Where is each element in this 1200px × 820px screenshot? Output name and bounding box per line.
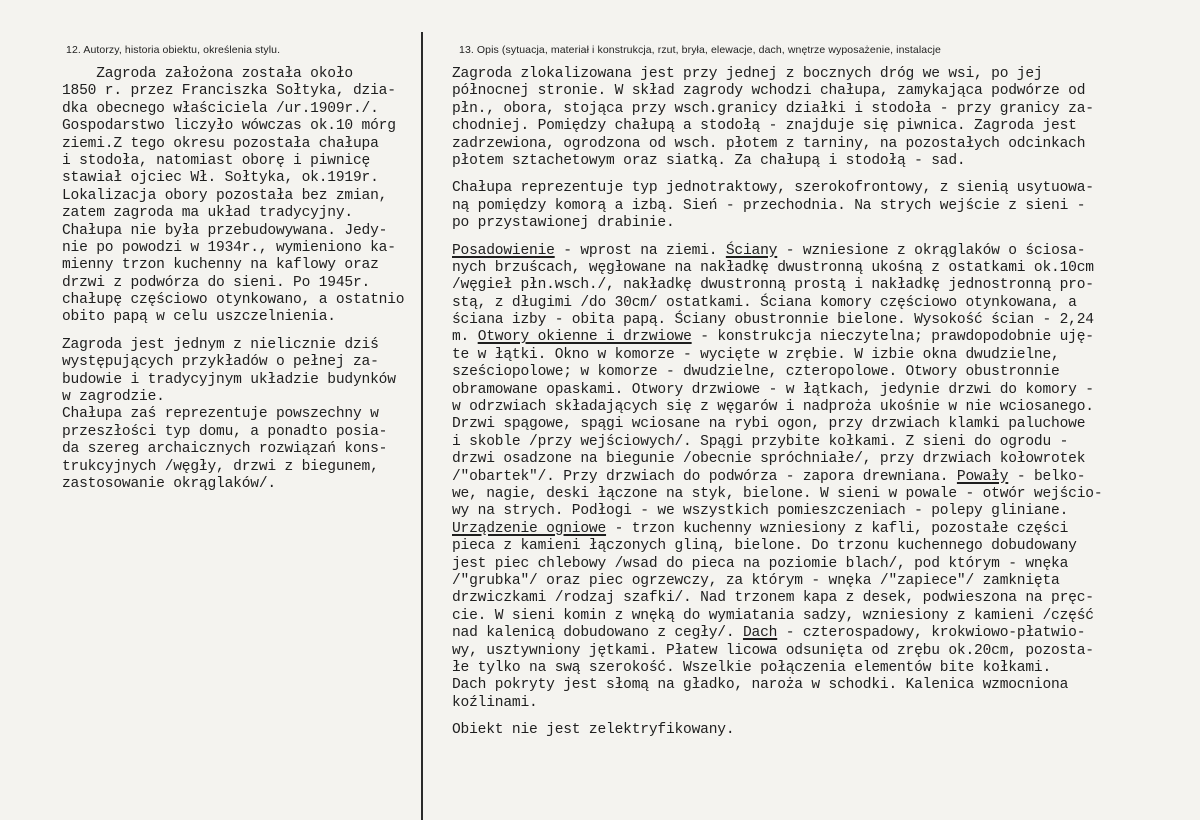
- paragraph-gap: [452, 712, 1200, 722]
- text-line: [452, 503, 1200, 520]
- text-run: - trzon kuchenny wzniesiony z kafli, pozostałe części: [606, 520, 1069, 537]
- underlined-heading: Powały: [956, 468, 1009, 485]
- text-run: we, nagie, deski łączone na styk, bielone. W sieni w powale - otwór wejścio-: [452, 485, 1103, 502]
- text-run: wy, usztywniony jętkami. Płatew licowa odsunięta od zrębu ok.20cm, pozosta-: [452, 642, 1094, 659]
- text-line: [452, 364, 1200, 381]
- left-paragraph-significance: [62, 337, 422, 494]
- text-line: mienny trzon kuchenny na kaflowy oraz: [62, 257, 379, 274]
- text-line: 1850 r. przez Franciszka Sołtyka, dzia-: [62, 83, 396, 100]
- text-line: Zagroda zlokalizowana jest przy jednej z bocznych dróg we wsi, po jej: [452, 66, 1043, 82]
- text-line: i stodoła, natomiast oborę i piwnicę: [62, 152, 371, 169]
- text-line: zatem zagroda ma układ tradycyjny.: [62, 205, 353, 222]
- text-line: ną pomiędzy komorą a izbą. Sień - przechodnia. Na strych wejście z sieni -: [452, 197, 1086, 214]
- text-line: [452, 538, 1200, 555]
- text-line: [452, 416, 1200, 433]
- text-line: Chałupa reprezentuje typ jednotraktowy, szerokofrontowy, z sienią usytuowa-: [452, 180, 1094, 197]
- text-run: koźlinami.: [452, 694, 538, 711]
- text-run: sześciopolowe; w komorze - dwudzielne, czteropolowe. Otwory obustronnie: [452, 364, 1060, 381]
- text-line: [452, 486, 1200, 503]
- text-line: płn., obora, stojąca przy wsch.granicy działki i stodoła - przy granicy za-: [452, 100, 1094, 117]
- text-line: przeszłości typ domu, a ponadto posia-: [62, 423, 388, 440]
- text-run: /węgieł płn.wsch./, nakładkę dwustronną prostą i nakładkę jednostronną pro-: [452, 277, 1094, 294]
- text-run: stą, z długimi /do 30cm/ ostatkami. Ściana komory częściowo otynkowana, a: [452, 294, 1077, 311]
- right-paragraph-electricity: [452, 722, 1200, 739]
- text-line: [452, 643, 1200, 660]
- text-run: łe tylko na swą szerokość. Wszelkie połączenia elementów bite kołkami.: [452, 659, 1052, 676]
- text-line: [452, 295, 1200, 312]
- text-line: występujących przykładów o pełnej za-: [62, 354, 379, 371]
- paragraph-gap: [62, 327, 422, 337]
- text-run: - belko-: [1008, 468, 1086, 485]
- text-run: Drzwi spągowe, spągi wciosane na rybi ogon, przy drzwiach klamki paluchowe: [452, 416, 1086, 433]
- text-line: [452, 608, 1200, 625]
- text-line: nie po powodzi w 1934r., wymieniono ka-: [62, 239, 396, 256]
- text-line: [452, 695, 1200, 712]
- text-run: drzwiczkami /rodzaj szafki/. Nad trzonem kapa z desek, podwieszona na pręc-: [452, 590, 1094, 607]
- text-line: Gospodarstwo liczyło wówczas ok.10 mórg: [62, 118, 396, 135]
- text-line: płotem sztachetowym oraz siatką. Za chałupą i stodołą - sad.: [452, 152, 966, 169]
- text-run: nych brzuścach, węgłowane na nakładkę dwustronną ukośną z ostatkami ok.10cm: [452, 259, 1094, 276]
- text-line: [452, 312, 1200, 329]
- text-line: zastosowanie okrąglaków/.: [62, 475, 276, 492]
- text-run: - wzniesione z okrąglaków o ściosa-: [777, 242, 1086, 259]
- text-line: [452, 677, 1200, 694]
- text-run: cie. W sieni komin z wnęką do wymiatania sadzy, wzniesiony z kamieni /część: [452, 607, 1094, 624]
- text-line: obito papą w celu uszczelnienia.: [62, 309, 336, 326]
- text-line: [452, 451, 1200, 468]
- right-column-text: [452, 66, 1200, 739]
- text-run: i skoble /przy wejściowych/. Spągi przybite kołkami. Z sieni do ogrodu -: [452, 433, 1069, 450]
- text-line: [452, 469, 1200, 486]
- text-line: północnej stronie. W skład zagrody wchodzi chałupa, zamykająca podwórze od: [452, 83, 1086, 100]
- text-line: zadrzewiona, ogrodzona od wsch. płotem z tarniny, na pozostałych odcinkach: [452, 135, 1086, 152]
- text-line: drzwi z podwórza do sieni. Po 1945r.: [62, 274, 371, 291]
- text-line: po przystawionej drabinie.: [452, 215, 675, 232]
- left-section-header: 12. Autorzy, historia obiektu, określenia stylu.: [66, 44, 281, 56]
- underlined-heading: Dach: [742, 625, 778, 642]
- text-line: [452, 556, 1200, 573]
- text-line: [452, 382, 1200, 399]
- left-column-text: [62, 66, 422, 493]
- underlined-heading: Ściany: [725, 242, 778, 259]
- text-line: [452, 277, 1200, 294]
- text-line: [452, 347, 1200, 364]
- text-run: drzwi osadzone na biegunie /obecnie spróchniałe/, przy drzwiach kołowrotek: [452, 451, 1086, 468]
- text-run: - konstrukcja nieczytelna; prawdopodobnie uję-: [691, 329, 1094, 346]
- text-run: m.: [452, 329, 478, 346]
- underlined-heading: Posadowienie: [452, 242, 555, 259]
- text-line: Lokalizacja obory pozostała bez zmian,: [62, 187, 388, 204]
- underlined-heading: Urządzenie ogniowe: [452, 520, 607, 537]
- text-run: pieca z kamieni łączonych gliną, bielone. Do trzonu kuchennego dobudowany: [452, 538, 1077, 555]
- text-run: obramowane opaskami. Otwory drzwiowe - w łątkach, jedynie drzwi do komory -: [452, 381, 1094, 398]
- text-line: da szereg archaicznych rozwiązań kons-: [62, 441, 388, 458]
- text-line: budowie i tradycyjnym układzie budynków: [62, 371, 396, 388]
- text-line: [452, 399, 1200, 416]
- text-line: Zagroda założona została około: [62, 66, 353, 82]
- text-line: chałupę częściowo otynkowano, a ostatnio: [62, 292, 405, 309]
- text-line: [452, 434, 1200, 451]
- text-line: [452, 329, 1200, 346]
- text-line: stawiał ojciec Wł. Sołtyka, ok.1919r.: [62, 170, 379, 187]
- paragraph-gap: [452, 170, 1200, 180]
- right-paragraph-construction: [452, 243, 1200, 713]
- text-run: - wprost na ziemi.: [554, 242, 726, 259]
- text-run: jest piec chlebowy /wsad do pieca na poziomie blach/, pod którym - wnęka: [452, 555, 1069, 572]
- text-line: trukcyjnych /węgły, drzwi z biegunem,: [62, 458, 379, 475]
- text-line: Obiekt nie jest zelektryfikowany.: [452, 722, 735, 739]
- text-line: Chałupa nie była przebudowywana. Jedy-: [62, 222, 388, 239]
- text-line: [452, 260, 1200, 277]
- text-run: - czterospadowy, krokwiowo-płatwio-: [777, 625, 1086, 642]
- text-line: Chałupa zaś reprezentuje powszechny w: [62, 406, 379, 423]
- text-line: [452, 590, 1200, 607]
- text-line: w zagrodzie.: [62, 389, 165, 406]
- right-section-header: 13. Opis (sytuacja, materiał i konstrukcja, rzut, bryła, elewacje, dach, wnętrze wyposażenie, instalacje: [459, 44, 941, 56]
- text-line: chodniej. Pomiędzy chałupą a stodołą - znajduje się piwnica. Zagroda jest: [452, 118, 1077, 135]
- text-line: [452, 660, 1200, 677]
- text-line: [452, 573, 1200, 590]
- right-paragraph-plan: [452, 180, 1200, 232]
- text-line: [452, 521, 1200, 538]
- right-paragraph-situation: [452, 66, 1200, 170]
- text-run: /"grubka"/ oraz piec ogrzewczy, za którym - wnęka /"zapiece"/ zamknięta: [452, 572, 1060, 589]
- text-line: [452, 625, 1200, 642]
- text-run: te w łątki. Okno w komorze - wycięte w zrębie. W izbie okna dwudzielne,: [452, 346, 1060, 363]
- text-line: dka obecnego właściciela /ur.1909r./.: [62, 100, 379, 117]
- text-run: wy na strych. Podłogi - we wszystkich pomieszczeniach - polepy gliniane.: [452, 503, 1069, 520]
- text-run: /"obartek"/. Przy drzwiach do podwórza - zapora drewniana.: [452, 468, 957, 485]
- paragraph-gap: [452, 233, 1200, 243]
- text-run: nad kalenicą dobudowano z cegły/.: [452, 625, 743, 642]
- text-line: Zagroda jest jednym z nielicznie dziś: [62, 336, 379, 353]
- text-run: w odrzwiach składających się z węgarów i nadproża ukośnie w nie wciosanego.: [452, 399, 1094, 416]
- text-run: Dach pokryty jest słomą na gładko, naroża w schodki. Kalenica wzmocniona: [452, 677, 1069, 694]
- text-line: [452, 243, 1200, 260]
- text-line: ziemi.Z tego okresu pozostała chałupa: [62, 135, 379, 152]
- underlined-heading: Otwory okienne i drzwiowe: [477, 329, 692, 346]
- text-run: ściana izby - obita papą. Ściany obustronnie bielone. Wysokość ścian - 2,24: [452, 312, 1094, 329]
- left-paragraph-history: [62, 66, 422, 327]
